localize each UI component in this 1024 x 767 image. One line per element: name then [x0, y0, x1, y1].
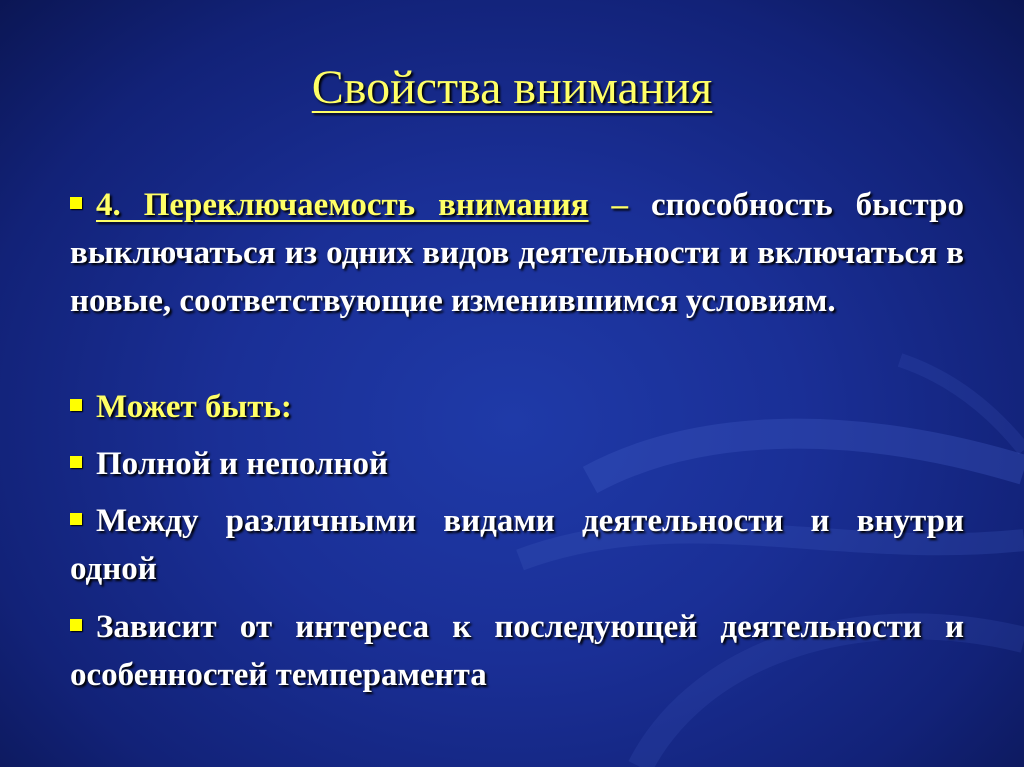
- bullet-icon: [70, 513, 82, 525]
- list-item-full-partial: [70, 440, 964, 488]
- term-dash: –: [611, 187, 629, 223]
- list-item-text: Полной и неполной: [96, 446, 389, 482]
- term-label: 4. Переключаемость внимания: [96, 187, 589, 223]
- list-item-definition: [70, 181, 964, 325]
- bullet-icon: [70, 456, 82, 468]
- bullet-icon: [70, 619, 82, 631]
- definition-text: способность быстро выключаться из одних видов деятельности и включаться в новые, соответствующие изменившимся условиям.: [70, 187, 964, 319]
- list-item-between-activities: [70, 497, 964, 593]
- may-be-label: Может быть:: [96, 389, 292, 425]
- list-item-depends: [70, 603, 964, 699]
- list-item-text: Между различными видами деятельности и внутри одной: [70, 503, 964, 587]
- slide-title-text: Свойства внимания: [311, 61, 713, 114]
- bullet-icon: [70, 399, 82, 411]
- slide-title: [0, 58, 1024, 118]
- list-item-text: Зависит от интереса к последующей деятельности и особенностей темперамента: [70, 609, 964, 693]
- bullet-icon: [70, 197, 82, 209]
- list-item-may-be: [70, 383, 964, 431]
